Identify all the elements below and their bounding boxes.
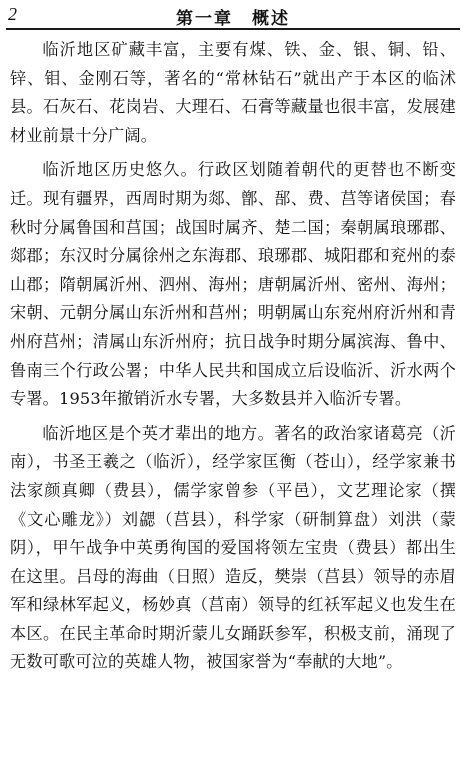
page-number: 2 [8,4,17,24]
running-title: 第一章 概述 [176,9,290,29]
page-body [10,36,456,762]
page-header [6,0,460,30]
paragraph-history: 临沂地区历史悠久。行政区划随着朝代的更替也不断变迁。现有疆界，西周时期为郯、鄫、郚、费、莒等诸侯国；春秋时分属鲁国和莒国；战国时属齐、楚二国；秦朝属琅琊郡、郯郡；东汉时分属徐州之东海郡、琅琊郡、城阳郡和兖州的泰山郡；隋朝属沂州、泗州、海州；唐朝属沂州、密州、海州；宋朝、元朝分属山东沂州和莒州；明朝属山东兖州府沂州和青州府莒州；清属山东沂州府；抗日战争时期分属滨海、鲁中、鲁南三个行政公署；中华人民共和国成立后设临沂、沂水两个专署。1953年撤销沂水专署，大多数县并入临沂专署。 [10,160,456,409]
paragraph-minerals: 临沂地区矿藏丰富，主要有煤、铁、金、银、铜、铅、锌、钼、金刚石等，著名的“常林钻石”就出产于本区的临沭县。石灰石、花岗岩、大理石、石膏等藏量也很丰富，发展建材业前景十分广阔。 [10,40,456,145]
paragraph-notable-people: 临沂地区是个英才辈出的地方。著名的政治家诸葛亮（沂南），书圣王羲之（临沂），经学家匡衡（苍山），经学家兼书法家颜真卿（费县），儒学家曾参（平邑），文艺理论家（撰《文心雕龙》）刘勰（莒县），科学家（研制算盘）刘洪（蒙阴），甲午战争中英勇徇国的爱国将领左宝贵（费县）都出生在这里。吕母的海曲（日照）造反，樊崇（莒县）领导的赤眉军和绿林军起义，杨妙真（莒南）领导的红袄军起义也发生在本区。在民主革命时期沂蒙儿女踊跃参军，积极支前，涌现了无数可歌可泣的英雄人物，被国家誉为“奉献的大地”。 [10,423,456,672]
